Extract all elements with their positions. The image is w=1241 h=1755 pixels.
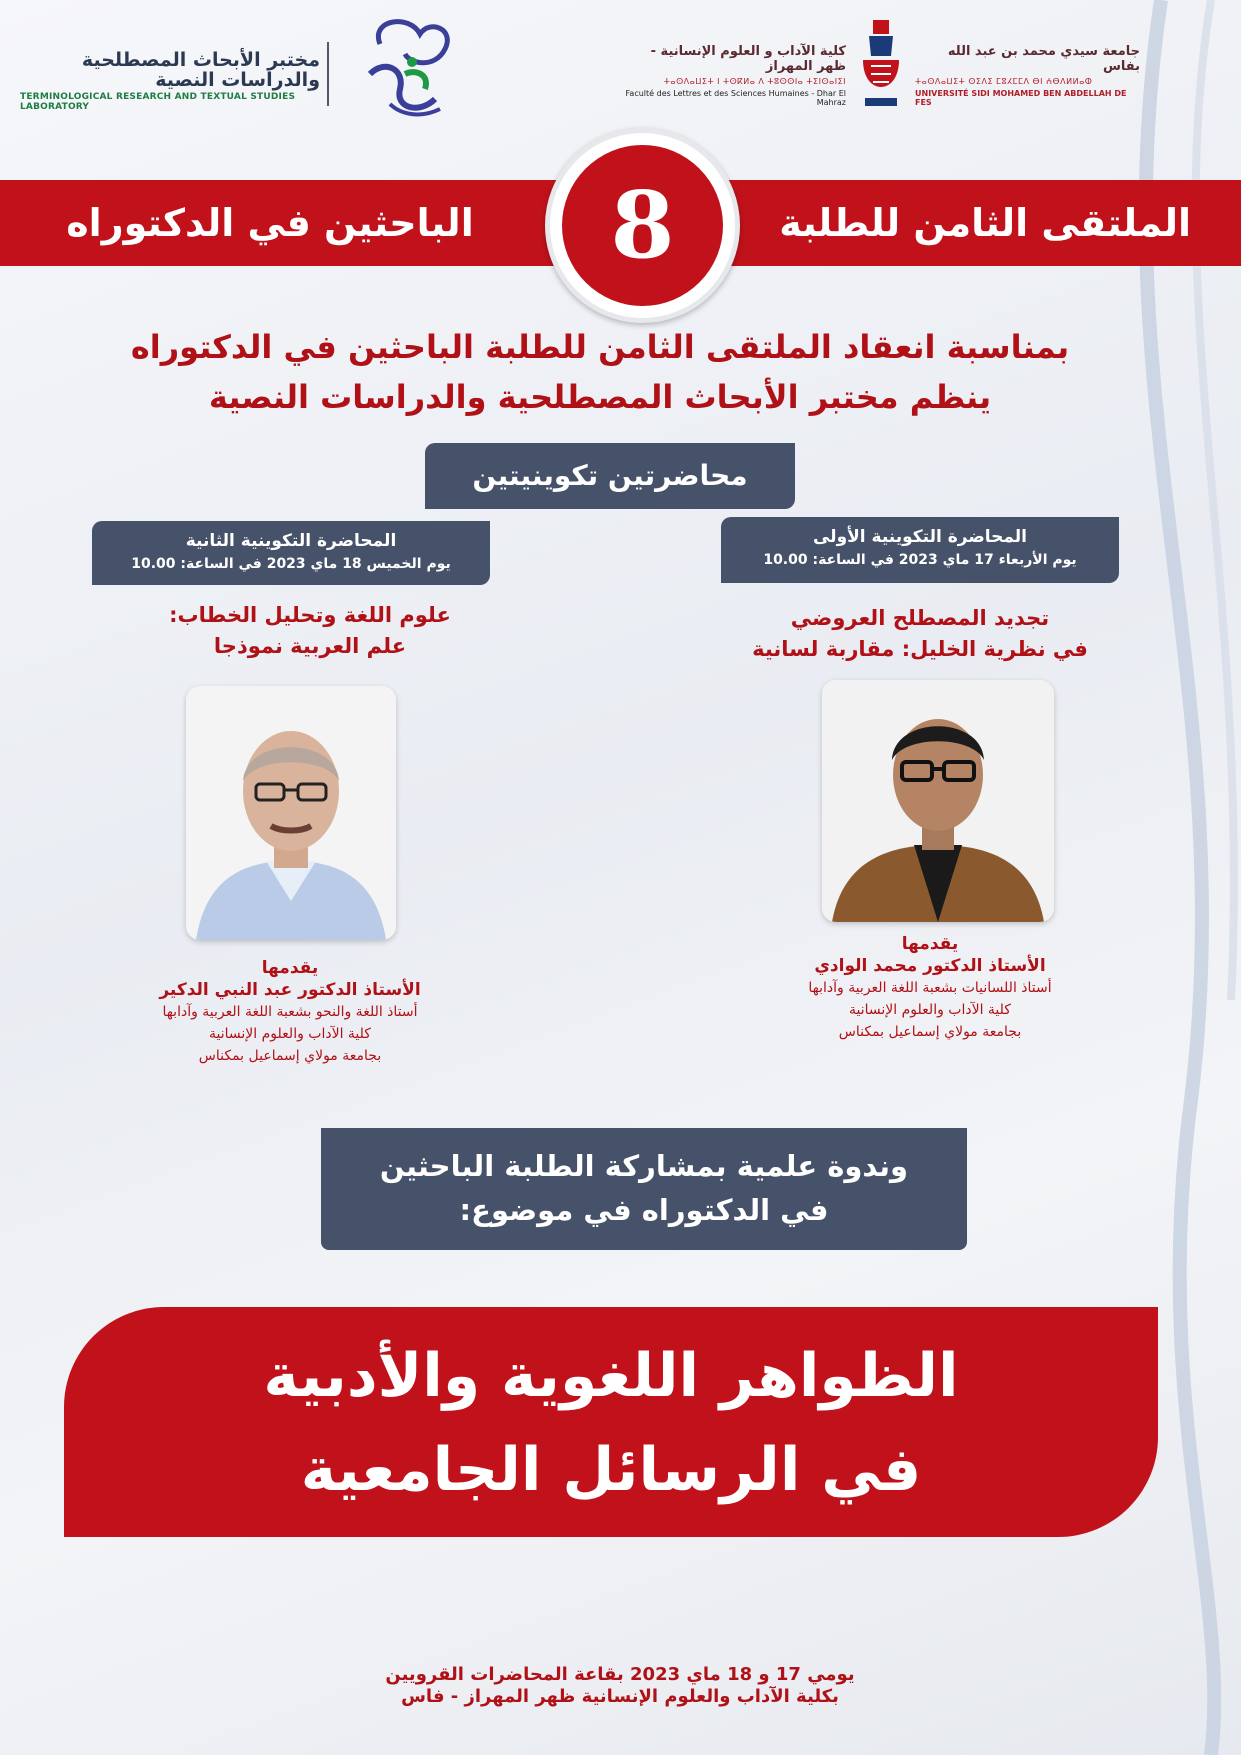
lab-name-ar-line2: والدراسات النصية [155, 69, 320, 91]
lab-name-ar-line1: مختبر الأبحاث المصطلحية [81, 49, 320, 71]
footer-line1: يومي 17 و 18 ماي 2023 بقاعة المحاضرات القرويين [385, 1664, 855, 1685]
university-logo-block [615, 16, 1140, 112]
lab-name [20, 50, 320, 112]
university-name-ar: جامعة سيدي محمد بن عبد الله بفاس [947, 44, 1140, 74]
lecture2-date: يوم الخميس 18 ماي 2023 في الساعة: 10.00 [131, 556, 451, 572]
lecturer1-presented-by: يقدمها [901, 934, 959, 954]
edition-number-badge [545, 128, 740, 323]
intro-line-2: ينظم مختبر الأبحاث المصطلحية والدراسات النصية [208, 378, 992, 416]
lectures-heading: محاضرتين تكوينيتين [425, 443, 795, 509]
lecturer1-photo [822, 680, 1054, 922]
lecturer1-portrait [822, 680, 1054, 922]
university-name [915, 44, 1140, 107]
theme-line1: الظواهر اللغوية والأدبية [263, 1341, 959, 1411]
lecture2-tag [92, 521, 490, 585]
logo-divider [327, 42, 329, 106]
lecture2-title-line1: علوم اللغة وتحليل الخطاب: [169, 603, 451, 627]
symposium-box [321, 1128, 967, 1250]
banner-title-right: الملتقى الثامن للطلبة [779, 201, 1191, 245]
lecturer2-desc1: أستاذ اللغة والنحو بشعبة اللغة العربية وآدابها [162, 1004, 418, 1020]
lecturer2-presented-by: يقدمها [261, 958, 319, 978]
lecturer1-name: الأستاذ الدكتور محمد الوادي [814, 956, 1046, 976]
lecturer2-portrait [186, 686, 396, 940]
lecture1-date: يوم الأربعاء 17 ماي 2023 في الساعة: 10.00 [763, 552, 1077, 568]
lecture1-title-line2: في نظرية الخليل: مقاربة لسانية [752, 637, 1088, 661]
footer-line2: بكلية الآداب والعلوم الإنسانية ظهر المهراز - فاس [401, 1686, 839, 1707]
lecture1-tag-title: المحاضرة التكوينية الأولى [812, 527, 1028, 547]
lecturer2-photo [186, 686, 396, 940]
intro-line-1: بمناسبة انعقاد الملتقى الثامن للطلبة الباحثين في الدكتوراه [130, 328, 1070, 366]
lecture1-title-line1: تجديد المصطلح العروضي [790, 606, 1050, 630]
banner-title-left: الباحثين في الدكتوراه [66, 201, 474, 245]
lab-logo-block [20, 14, 470, 124]
lecture2-title [120, 600, 500, 662]
lecture2-title-line2: علم العربية نموذجا [213, 634, 407, 658]
lab-emblem-icon [350, 14, 460, 124]
lecturer2-info [90, 957, 490, 1067]
faculty-name-ar: كلية الآداب و العلوم الإنسانية - ظهر المهراز [650, 44, 846, 74]
university-name-fr: UNIVERSITÉ SIDI MOHAMED BEN ABDELLAH DE FES [915, 89, 1127, 107]
theme-banner [64, 1307, 1158, 1537]
faculty-name-tifinagh: ⵜⴰⵙⴷⴰⵡⵉⵜ ⵏ ⵜⵙⴽⵍⴰ ⴷ ⵜⵓⵙⵙⵏⴰ ⵜⵉⵏⵙⴰⵏⵉⵏ [663, 77, 846, 86]
edition-number: 8 [562, 145, 723, 306]
lecturer1-desc3: بجامعة مولاي إسماعيل بمكناس [838, 1024, 1022, 1040]
theme-line2: في الرسائل الجامعية [300, 1435, 922, 1505]
lecturer2-desc2: كلية الآداب والعلوم الإنسانية [209, 1026, 371, 1042]
lecturer2-name: الأستاذ الدكتور عبد النبي الدكير [159, 980, 421, 1000]
lecture2-tag-title: المحاضرة التكوينية الثانية [185, 531, 397, 551]
lecturer2-desc3: بجامعة مولاي إسماعيل بمكناس [198, 1048, 382, 1064]
lecturer1-desc1: أستاذ اللسانيات بشعبة اللغة العربية وآدابها [808, 980, 1052, 996]
symposium-line2: في الدكتوراه في موضوع: [459, 1193, 829, 1227]
lecturer1-info [740, 933, 1120, 1043]
lab-name-en: TERMINOLOGICAL RESEARCH AND TEXTUAL STUDIES LABORATORY [20, 92, 296, 112]
lecture1-tag [721, 517, 1119, 583]
lecturer1-desc2: كلية الآداب والعلوم الإنسانية [849, 1002, 1011, 1018]
faculty-name [621, 44, 846, 107]
university-name-tifinagh: ⵜⴰⵙⴷⴰⵡⵉⵜ ⵙⵉⴷⵉ ⵎⵓⵃⵎⵎⴷ ⴱⵏ ⵄⴱⴷⵍⵍⴰⵀ [915, 77, 1093, 86]
university-emblem-icon [851, 16, 911, 112]
intro-text [100, 322, 1100, 422]
footer-venue [320, 1664, 920, 1708]
symposium-line1: وندوة علمية بمشاركة الطلبة الباحثين [379, 1149, 909, 1183]
faculty-name-fr: Faculté des Lettres et des Sciences Humaines - Dhar El Mahraz [625, 89, 846, 107]
lecture1-title [730, 603, 1110, 665]
